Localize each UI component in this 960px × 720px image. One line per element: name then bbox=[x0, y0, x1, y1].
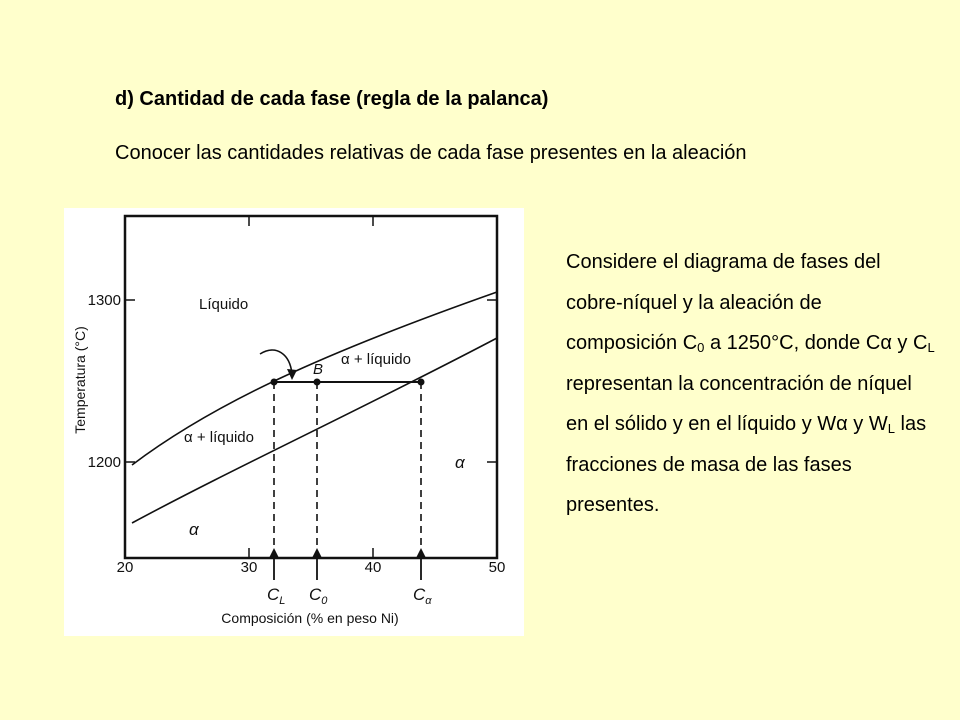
left-ticks bbox=[125, 300, 135, 462]
composition-arrowheads bbox=[269, 548, 426, 558]
explanation-segment: Considere el diagrama de fases del cobre-níquel y la aleación de composición C bbox=[566, 251, 881, 354]
explanation-segment: representan la concentración de níquel en el sólido y en el líquido y W bbox=[566, 372, 912, 435]
explanation-segment: las fracciones de masa de las fases presentes. bbox=[566, 413, 927, 516]
plot-frame bbox=[125, 216, 497, 558]
explanation-text bbox=[566, 242, 936, 526]
intro-text: Conocer las cantidades relativas de cada fase presentes en la aleación bbox=[115, 142, 747, 164]
pointer-arrow bbox=[260, 350, 292, 374]
alpha-symbol: α bbox=[880, 332, 892, 354]
region-label-alpha-lower: α bbox=[189, 520, 199, 539]
wl-subscript: L bbox=[887, 421, 895, 436]
explanation-segment: y W bbox=[847, 413, 888, 435]
x-tick-label: 40 bbox=[364, 559, 382, 576]
explanation-segment: y C bbox=[891, 332, 928, 354]
x-tick-label: 30 bbox=[240, 559, 258, 576]
top-ticks bbox=[249, 216, 373, 226]
phase-diagram-figure bbox=[64, 208, 524, 636]
y-tick-label: 1200 bbox=[87, 454, 121, 471]
right-ticks bbox=[487, 300, 497, 462]
x-tick-label: 50 bbox=[488, 559, 506, 576]
slide-heading: d) Cantidad de cada fase (regla de la palanca) bbox=[115, 88, 549, 110]
y-tick-label: 1300 bbox=[87, 292, 121, 309]
region-label-liquid: Líquido bbox=[199, 296, 249, 313]
x-axis-title: Composición (% en peso Ni) bbox=[221, 610, 399, 626]
point-label-b: B bbox=[313, 361, 324, 378]
phase-diagram bbox=[64, 208, 524, 636]
cl-subscript: L bbox=[927, 340, 935, 355]
alpha-symbol: α bbox=[836, 413, 848, 435]
x-tick-label: 20 bbox=[116, 559, 134, 576]
region-label-alpha-liquid-upper: α + líquido bbox=[341, 351, 411, 368]
bottom-ticks bbox=[249, 548, 373, 558]
marker-label-c0: $C_0$ bbox=[309, 585, 328, 607]
c0-subscript: 0 bbox=[697, 340, 705, 355]
region-label-alpha-liquid-lower: α + líquido bbox=[184, 429, 254, 446]
marker-label-cl: $C_L$ bbox=[267, 585, 286, 607]
explanation-segment: a 1250°C, donde C bbox=[704, 332, 881, 354]
region-label-alpha-right: α bbox=[455, 453, 465, 472]
marker-label-calpha: $C_\alpha$ bbox=[413, 585, 432, 607]
composition-drop-lines bbox=[274, 382, 421, 558]
y-axis-title: Temperatura (°C) bbox=[72, 326, 88, 434]
